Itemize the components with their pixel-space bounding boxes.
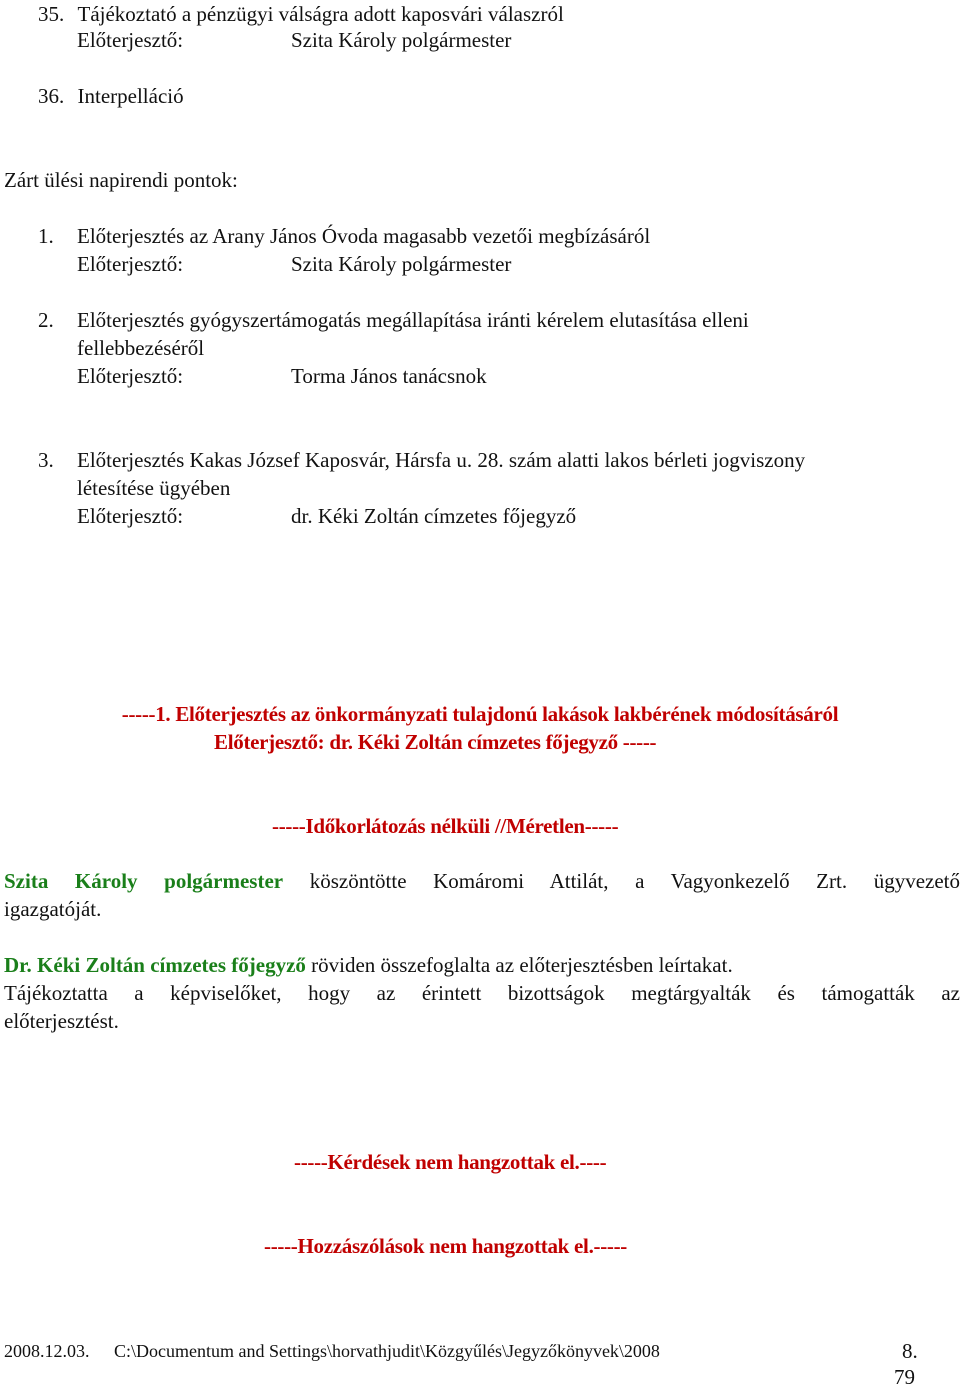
paragraph-1: [4, 867, 960, 895]
item-title-continued: fellebbezéséről: [77, 336, 205, 360]
presenter-label: Előterjesztő:: [77, 252, 184, 276]
item-title: Előterjesztés gyógyszertámogatás megállapítása iránti kérelem elutasítása elleni: [77, 308, 749, 332]
presenter-name: Szita Károly polgármester: [291, 28, 512, 52]
section-title-line2: Előterjesztő: dr. Kéki Zoltán címzetes főjegyző -----: [214, 730, 657, 754]
paragraph-2-line3: előterjesztést.: [4, 1009, 119, 1033]
paragraph-text: röviden összefoglalta az előterjesztésben leírtakat.: [311, 953, 733, 977]
item-number: 1.: [38, 224, 54, 248]
closed-item-1: [38, 222, 650, 250]
presenter-line: [77, 502, 576, 530]
footer-path: C:\Documentum and Settings\horvathjudit\Közgyűlés\Jegyzőkönyvek\2008: [114, 1341, 660, 1361]
agenda-item-35: [38, 0, 564, 28]
presenter-line: [77, 250, 511, 278]
presenter-line: [77, 362, 487, 390]
comments-note: -----Hozzászólások nem hangzottak el.-----: [264, 1234, 627, 1258]
closed-item-3: [38, 446, 805, 474]
item-number: 36.: [38, 84, 65, 108]
presenter-name: Torma János tanácsnok: [291, 364, 487, 388]
item-title-continued: létesítése ügyében: [77, 476, 231, 500]
speaker-name: Szita Károly polgármester: [4, 869, 284, 893]
agenda-item-36: [38, 82, 184, 110]
questions-note: -----Kérdések nem hangzottak el.----: [294, 1150, 607, 1174]
item-number: 2.: [38, 308, 54, 332]
presenter-label: Előterjesztő:: [77, 504, 184, 528]
paragraph-text: köszöntötte Komáromi Attilát, a Vagyonkezelő Zrt. ügyvezető: [309, 869, 960, 893]
item-title: Előterjesztés Kakas József Kaposvár, Hársfa u. 28. szám alatti lakos bérleti jogviszony: [77, 448, 806, 472]
presenter-name: Szita Károly polgármester: [291, 252, 512, 276]
presenter-line: [77, 26, 511, 54]
paragraph-2: [4, 951, 733, 979]
presenter-name: dr. Kéki Zoltán címzetes főjegyző: [291, 504, 577, 528]
item-number: 3.: [38, 448, 54, 472]
item-title: Tájékoztató a pénzügyi válságra adott kaposvári válaszról: [77, 2, 564, 26]
unlimited-marker: -----Időkorlátozás nélküli //Méretlen-----: [272, 814, 619, 838]
item-number: 35.: [38, 2, 65, 26]
presenter-label: Előterjesztő:: [77, 364, 184, 388]
footer-date: 2008.12.03.: [4, 1341, 90, 1361]
page-number-b: 79: [894, 1365, 915, 1389]
page-number-a: 8.: [902, 1339, 918, 1363]
item-title: Interpelláció: [77, 84, 184, 108]
closed-item-2: [38, 306, 749, 334]
paragraph-2-line2: Tájékoztatta a képviselőket, hogy az érintett bizottságok megtárgyalták és támogatták az: [4, 981, 960, 1005]
closed-session-heading: Zárt ülési napirendi pontok:: [4, 168, 238, 192]
section-title-line1: -----1. Előterjesztés az önkormányzati tulajdonú lakások lakbérének módosításáról: [121, 702, 839, 726]
speaker-name: Dr. Kéki Zoltán címzetes főjegyző: [4, 953, 306, 977]
paragraph-1-continued: igazgatóját.: [4, 897, 102, 921]
item-title: Előterjesztés az Arany János Óvoda magasabb vezetői megbízásáról: [77, 224, 651, 248]
presenter-label: Előterjesztő:: [77, 28, 184, 52]
